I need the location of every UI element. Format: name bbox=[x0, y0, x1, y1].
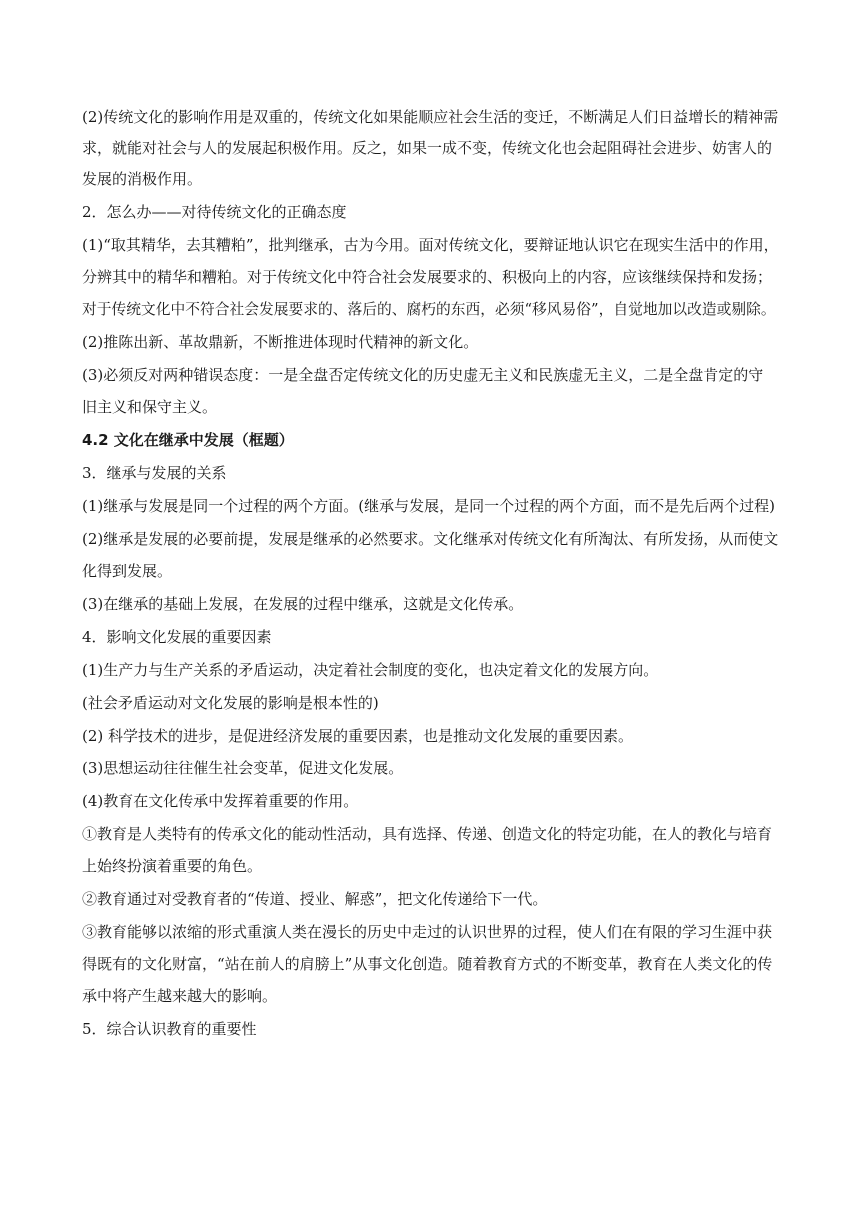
heading-3: 3．继承与发展的关系 bbox=[82, 464, 227, 482]
paragraph-line: ③教育能够以浓缩的形式重演人类在漫长的历史中走过的认识世界的过程，使人们在有限的学习生涯中获 bbox=[82, 923, 773, 941]
heading-2: 2．怎么办——对待传统文化的正确态度 bbox=[82, 203, 347, 221]
paragraph-line: (2) 科学技术的进步，是促进经济发展的重要因素，也是推动文化发展的重要因素。 bbox=[82, 727, 634, 745]
paragraph-line: (3)思想运动往往催生社会变革，促进文化发展。 bbox=[82, 759, 404, 777]
paragraph-line: 承中将产生越来越大的影响。 bbox=[82, 987, 278, 1005]
paragraph-line: (3)必须反对两种错误态度：一是全盘否定传统文化的历史虚无主义和民族虚无主义，二是全盘肯定的守 bbox=[82, 366, 764, 384]
paragraph-line: 发展的消极作用。 bbox=[82, 170, 203, 188]
paragraph-line: (1)生产力与生产关系的矛盾运动，决定着社会制度的变化，也决定着文化的发展方向。 bbox=[82, 661, 659, 679]
heading-5: 5．综合认识教育的重要性 bbox=[82, 1020, 257, 1038]
paragraph-line: (4)教育在文化传承中发挥着重要的作用。 bbox=[82, 792, 359, 810]
paragraph-line: (社会矛盾运动对文化发展的影响是根本性的) bbox=[82, 694, 379, 712]
paragraph-line: 得既有的文化财富，“站在前人的肩膀上”从事文化创造。随着教育方式的不断变革，教育在人类文化的传 bbox=[82, 955, 773, 973]
paragraph-line: (1)“取其精华，去其糟粕”，批判继承，古为今用。面对传统文化，要辩证地认识它在现实生活中的作用， bbox=[82, 236, 779, 254]
paragraph-line: ①教育是人类特有的传承文化的能动性活动，具有选择、传递、创造文化的特定功能，在人的教化与培育 bbox=[82, 825, 773, 843]
paragraph-line: 化得到发展。 bbox=[82, 562, 173, 580]
section-heading: 4.2 文化在继承中发展（框题） bbox=[82, 431, 294, 449]
paragraph-line: (1)继承与发展是同一个过程的两个方面。(继承与发展，是同一个过程的两个方面，而不是先后两个过程) bbox=[82, 497, 775, 515]
paragraph-line: ②教育通过对受教育者的“传道、授业、解惑”，把文化传递给下一代。 bbox=[82, 890, 548, 908]
paragraph-line: (2)推陈出新、革故鼎新，不断推进体现时代精神的新文化。 bbox=[82, 333, 479, 351]
paragraph-line: 分辨其中的精华和糟粕。对于传统文化中符合社会发展要求的、积极向上的内容，应该继续保持和发扬； bbox=[82, 268, 773, 286]
paragraph-line: 旧主义和保守主义。 bbox=[82, 398, 218, 416]
paragraph-line: 求，就能对社会与人的发展起积极作用。反之，如果一成不变，传统文化也会起阻碍社会进步、妨害人的 bbox=[82, 139, 773, 157]
paragraph-line: (3)在继承的基础上发展，在发展的过程中继承，这就是文化传承。 bbox=[82, 595, 524, 613]
paragraph-line: 上始终扮演着重要的角色。 bbox=[82, 857, 263, 875]
heading-4: 4．影响文化发展的重要因素 bbox=[82, 628, 272, 646]
paragraph-line: (2)继承是发展的必要前提，发展是继承的必然要求。文化继承对传统文化有所淘汰、有所发扬，从而使文 bbox=[82, 530, 779, 548]
paragraph-line: (2)传统文化的影响作用是双重的，传统文化如果能顺应社会生活的变迁，不断满足人们日益增长的精神需 bbox=[82, 108, 779, 126]
paragraph-line: 对于传统文化中不符合社会发展要求的、落后的、腐朽的东西，必须“移风易俗”，自觉地加以改造或剔除。 bbox=[82, 301, 776, 318]
